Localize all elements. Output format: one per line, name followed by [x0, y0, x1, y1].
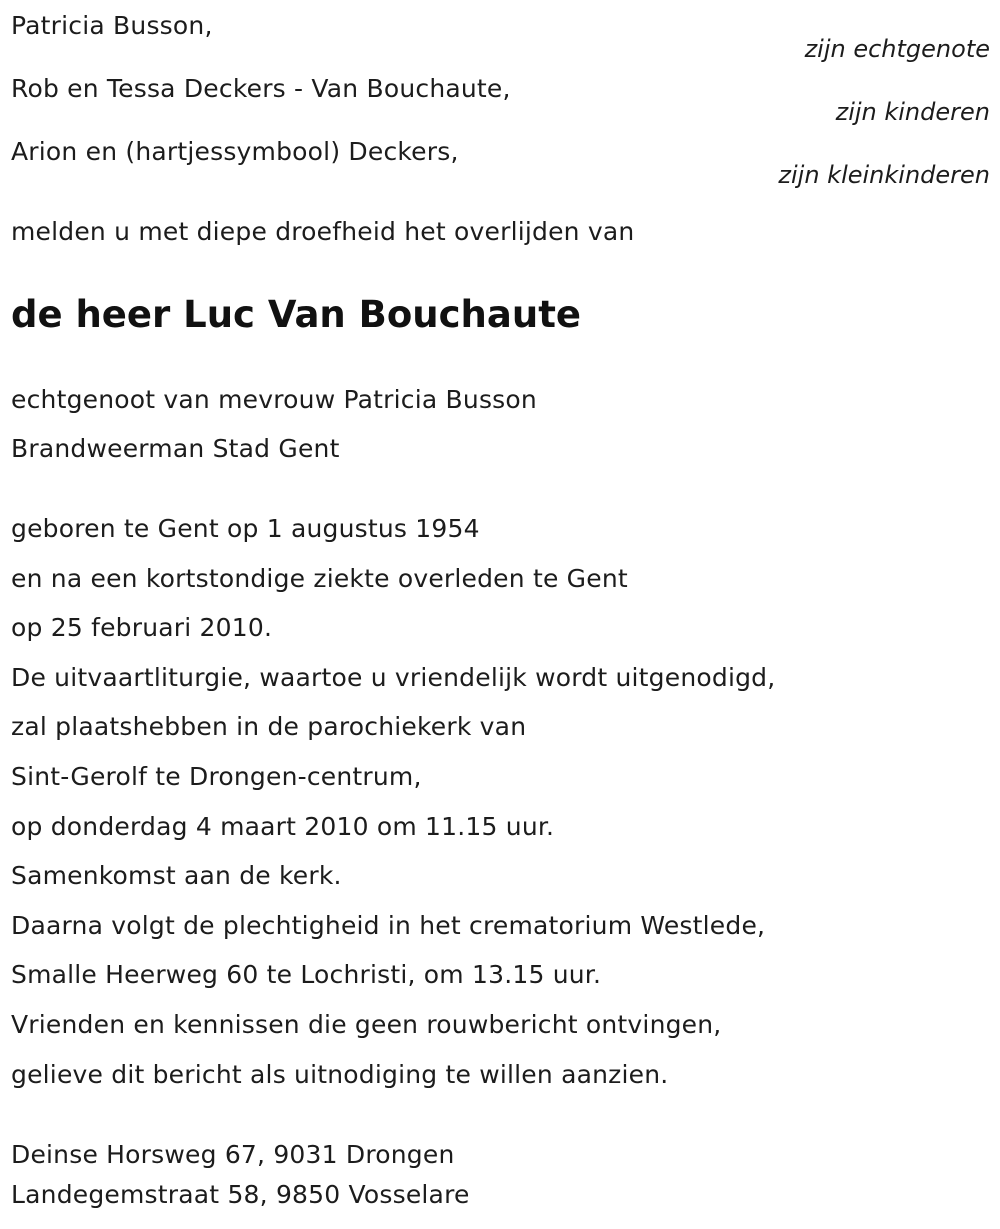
body-line: geboren te Gent op 1 augustus 1954 [11, 514, 480, 543]
body-line: op 25 februari 2010. [11, 613, 273, 642]
family-names-spouse: Patricia Busson, [11, 11, 213, 40]
deceased-name: de heer Luc Van Bouchaute [11, 293, 581, 336]
family-relation-spouse: zijn echtgenote [804, 35, 990, 63]
body-line: Vrienden en kennissen die geen rouwbericht ontvingen, [11, 1010, 722, 1039]
family-names-children: Rob en Tessa Deckers - Van Bouchaute, [11, 74, 511, 103]
family-relation-grandchildren: zijn kleinkinderen [778, 161, 990, 189]
body-line: zal plaatshebben in de parochiekerk van [11, 712, 527, 741]
body-line: De uitvaartliturgie, waartoe u vriendelijk wordt uitgenodigd, [11, 663, 776, 692]
body-line: op donderdag 4 maart 2010 om 11.15 uur. [11, 812, 555, 841]
detail-profession: Brandweerman Stad Gent [11, 434, 340, 463]
address-line: Landegemstraat 58, 9850 Vosselare [11, 1180, 470, 1209]
body-line: Samenkomst aan de kerk. [11, 861, 342, 890]
family-names-grandchildren: Arion en (hartjessymbool) Deckers, [11, 137, 459, 166]
family-relation-children: zijn kinderen [835, 98, 990, 126]
address-line: Deinse Horsweg 67, 9031 Drongen [11, 1140, 455, 1169]
body-line: Sint-Gerolf te Drongen-centrum, [11, 762, 422, 791]
detail-spouse: echtgenoot van mevrouw Patricia Busson [11, 385, 537, 414]
intro-text: melden u met diepe droefheid het overlijden van [11, 217, 635, 246]
body-line: Daarna volgt de plechtigheid in het crematorium Westlede, [11, 911, 766, 940]
body-line: Smalle Heerweg 60 te Lochristi, om 13.15 uur. [11, 960, 602, 989]
body-line: en na een kortstondige ziekte overleden te Gent [11, 564, 628, 593]
body-line: gelieve dit bericht als uitnodiging te willen aanzien. [11, 1060, 669, 1089]
